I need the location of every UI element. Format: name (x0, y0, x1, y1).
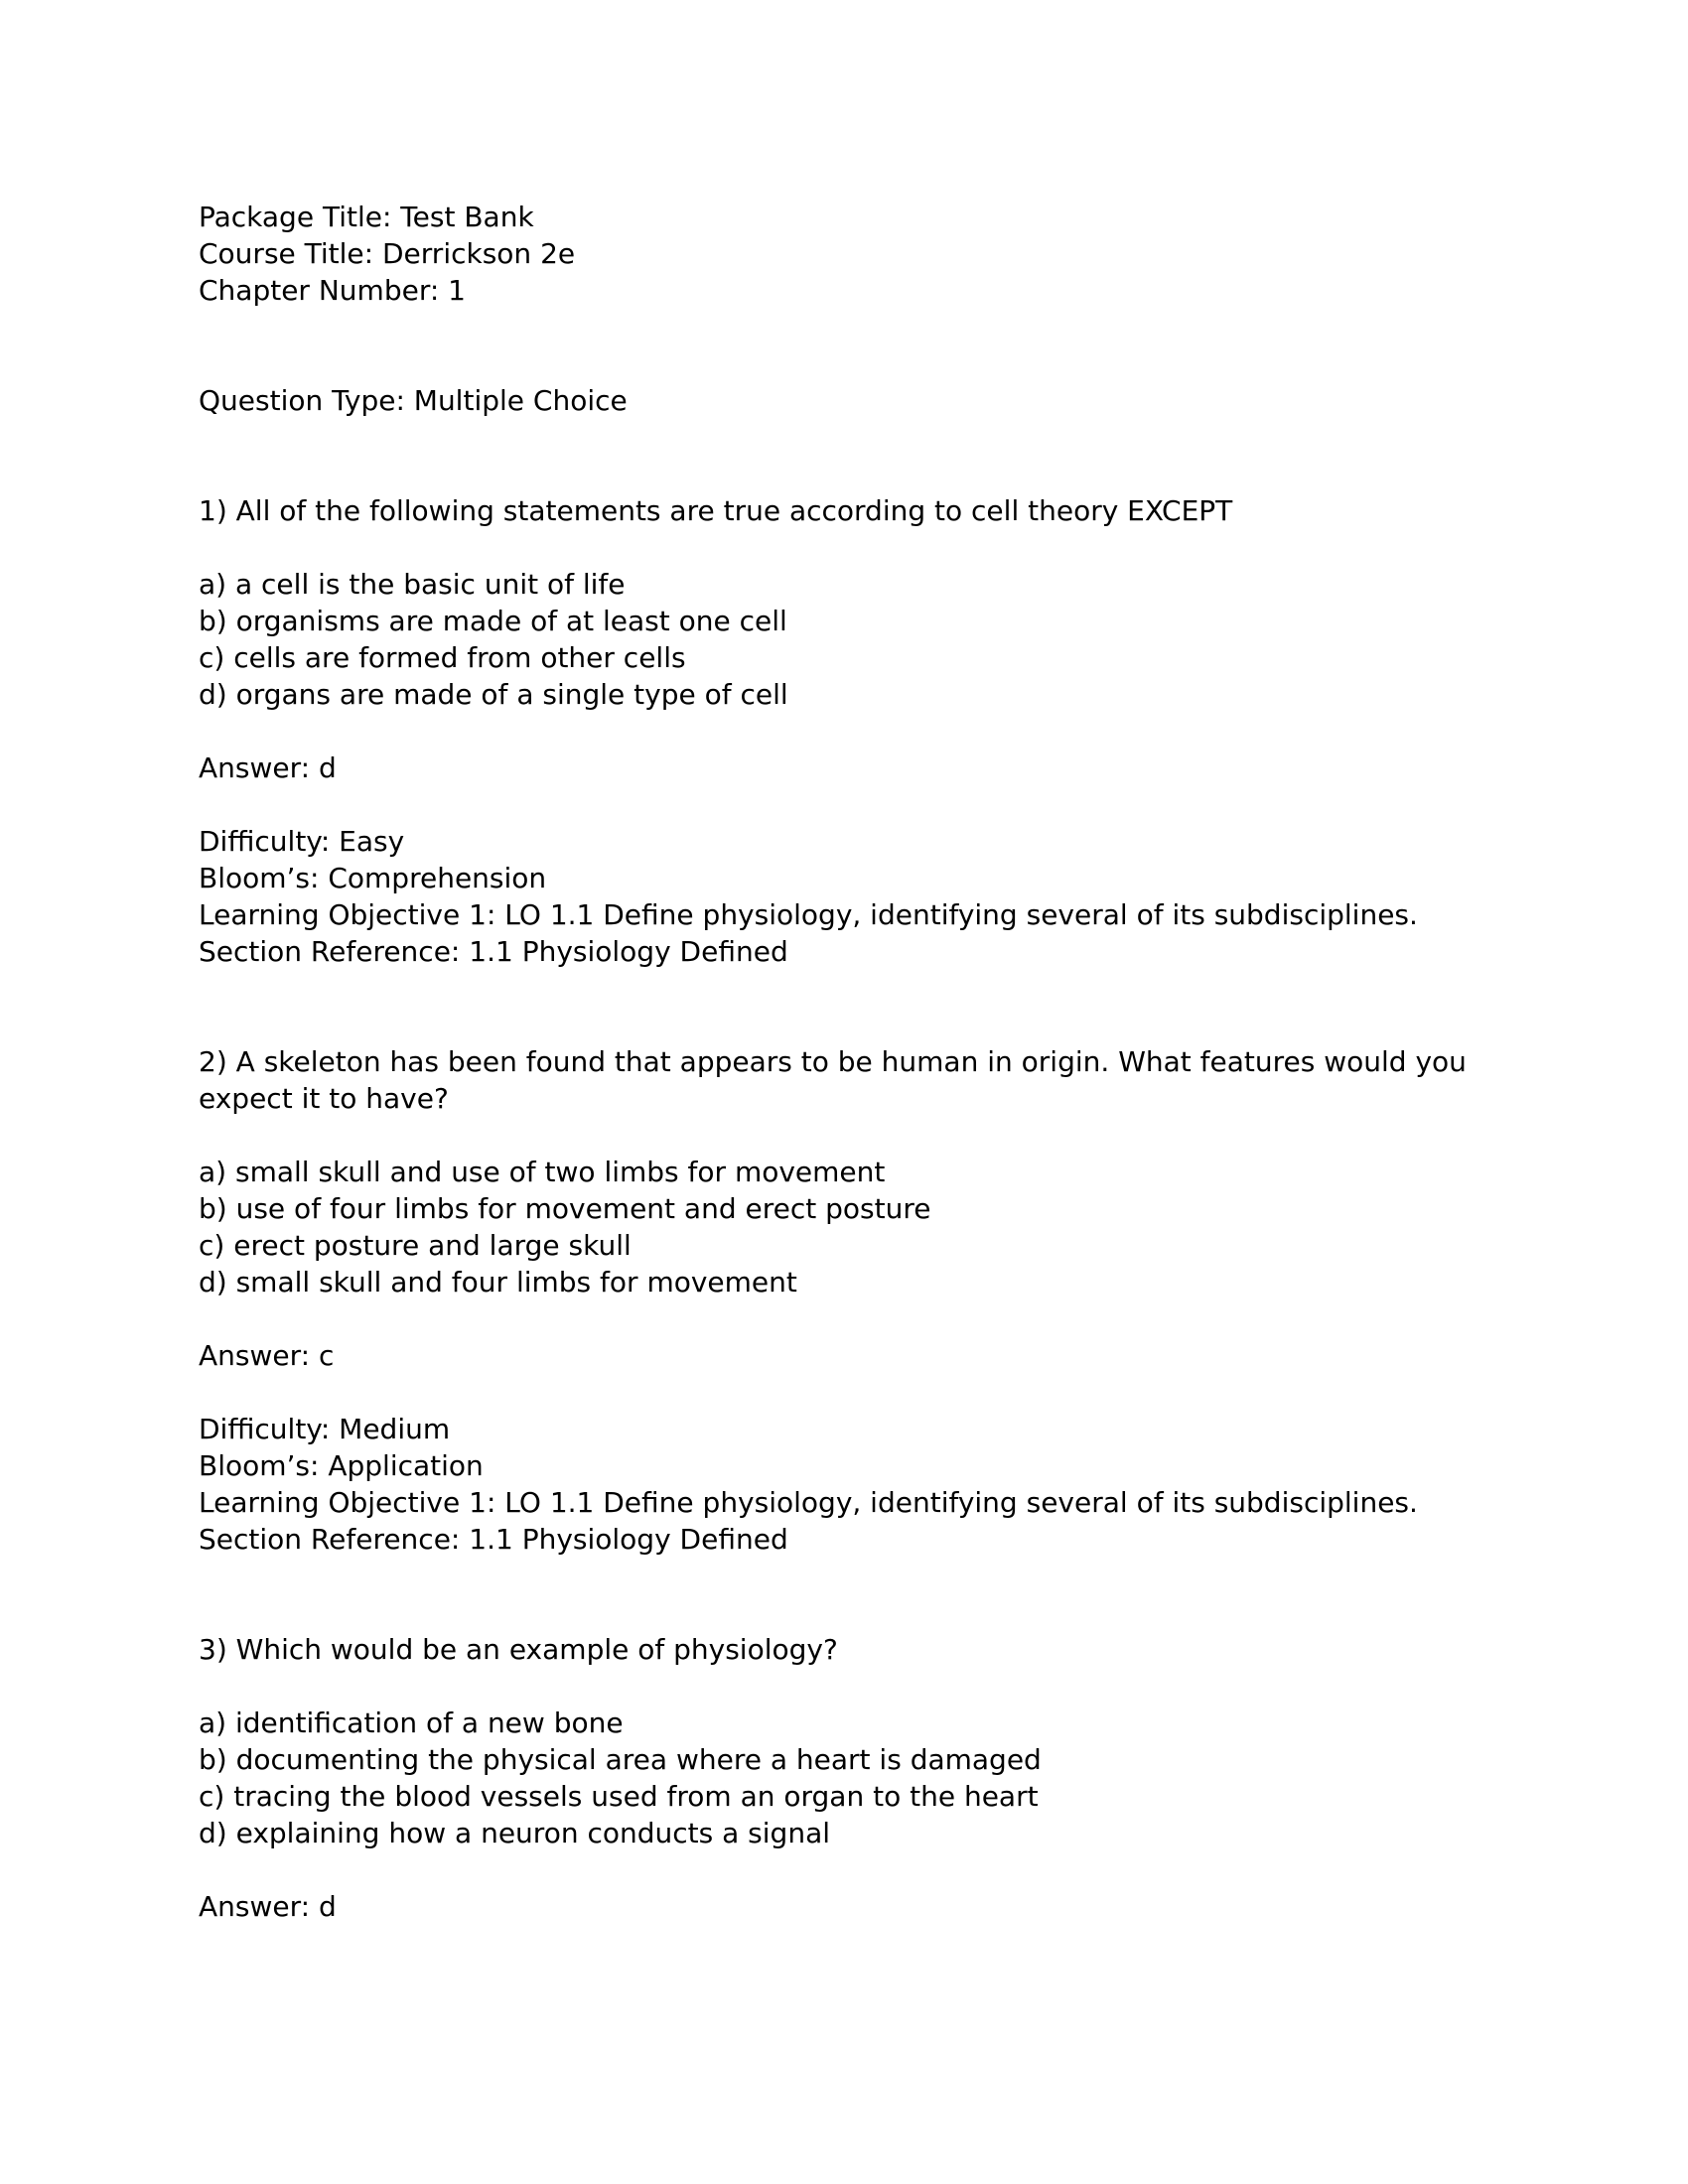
difficulty: Difficulty: Medium (199, 1413, 451, 1445)
question-stem: 1) All of the following statements are true according to cell theory EXCEPT (199, 494, 1233, 527)
answer-key: Answer: d (199, 1890, 337, 1923)
learning-objective: Learning Objective 1: LO 1.1 Define physiology, identifying several of its subdisciplines. (199, 1486, 1418, 1519)
answer-option: c) tracing the blood vessels used from an organ to the heart (199, 1780, 1039, 1813)
answer-option: c) erect posture and large skull (199, 1229, 632, 1262)
difficulty: Difficulty: Easy (199, 825, 405, 858)
learning-objective: Learning Objective 1: LO 1.1 Define physiology, identifying several of its subdisciplines. (199, 898, 1418, 931)
answer-option: d) explaining how a neuron conducts a signal (199, 1817, 831, 1849)
question-type: Question Type: Multiple Choice (199, 384, 628, 417)
answer-option: b) use of four limbs for movement and erect posture (199, 1192, 931, 1225)
question-block (199, 1631, 1509, 1925)
blooms-level: Bloom’s: Comprehension (199, 862, 547, 894)
answer-option: c) cells are formed from other cells (199, 641, 686, 674)
answer-option: b) organisms are made of at least one cell (199, 605, 787, 637)
blooms-level: Bloom’s: Application (199, 1449, 484, 1482)
answer-option: a) identification of a new bone (199, 1706, 624, 1739)
answer-option: d) organs are made of a single type of cell (199, 678, 788, 711)
question-stem: 3) Which would be an example of physiology? (199, 1633, 838, 1666)
answer-option: d) small skull and four limbs for movement (199, 1266, 797, 1298)
document-page (199, 199, 1509, 1925)
package-title: Package Title: Test Bank (199, 201, 534, 233)
answer-option: a) a cell is the basic unit of life (199, 568, 626, 601)
answer-option: b) documenting the physical area where a heart is damaged (199, 1743, 1042, 1776)
answer-key: Answer: c (199, 1339, 335, 1372)
question-stem: 2) A skeleton has been found that appears to be human in origin. What features would you expect it to have? (199, 1045, 1467, 1115)
chapter-number: Chapter Number: 1 (199, 274, 466, 307)
question-block (199, 492, 1509, 970)
course-title: Course Title: Derrickson 2e (199, 237, 576, 270)
section-reference: Section Reference: 1.1 Physiology Defined (199, 1523, 788, 1556)
answer-key: Answer: d (199, 751, 337, 784)
answer-option: a) small skull and use of two limbs for movement (199, 1156, 886, 1188)
section-reference: Section Reference: 1.1 Physiology Defined (199, 935, 788, 968)
question-block (199, 1043, 1509, 1558)
